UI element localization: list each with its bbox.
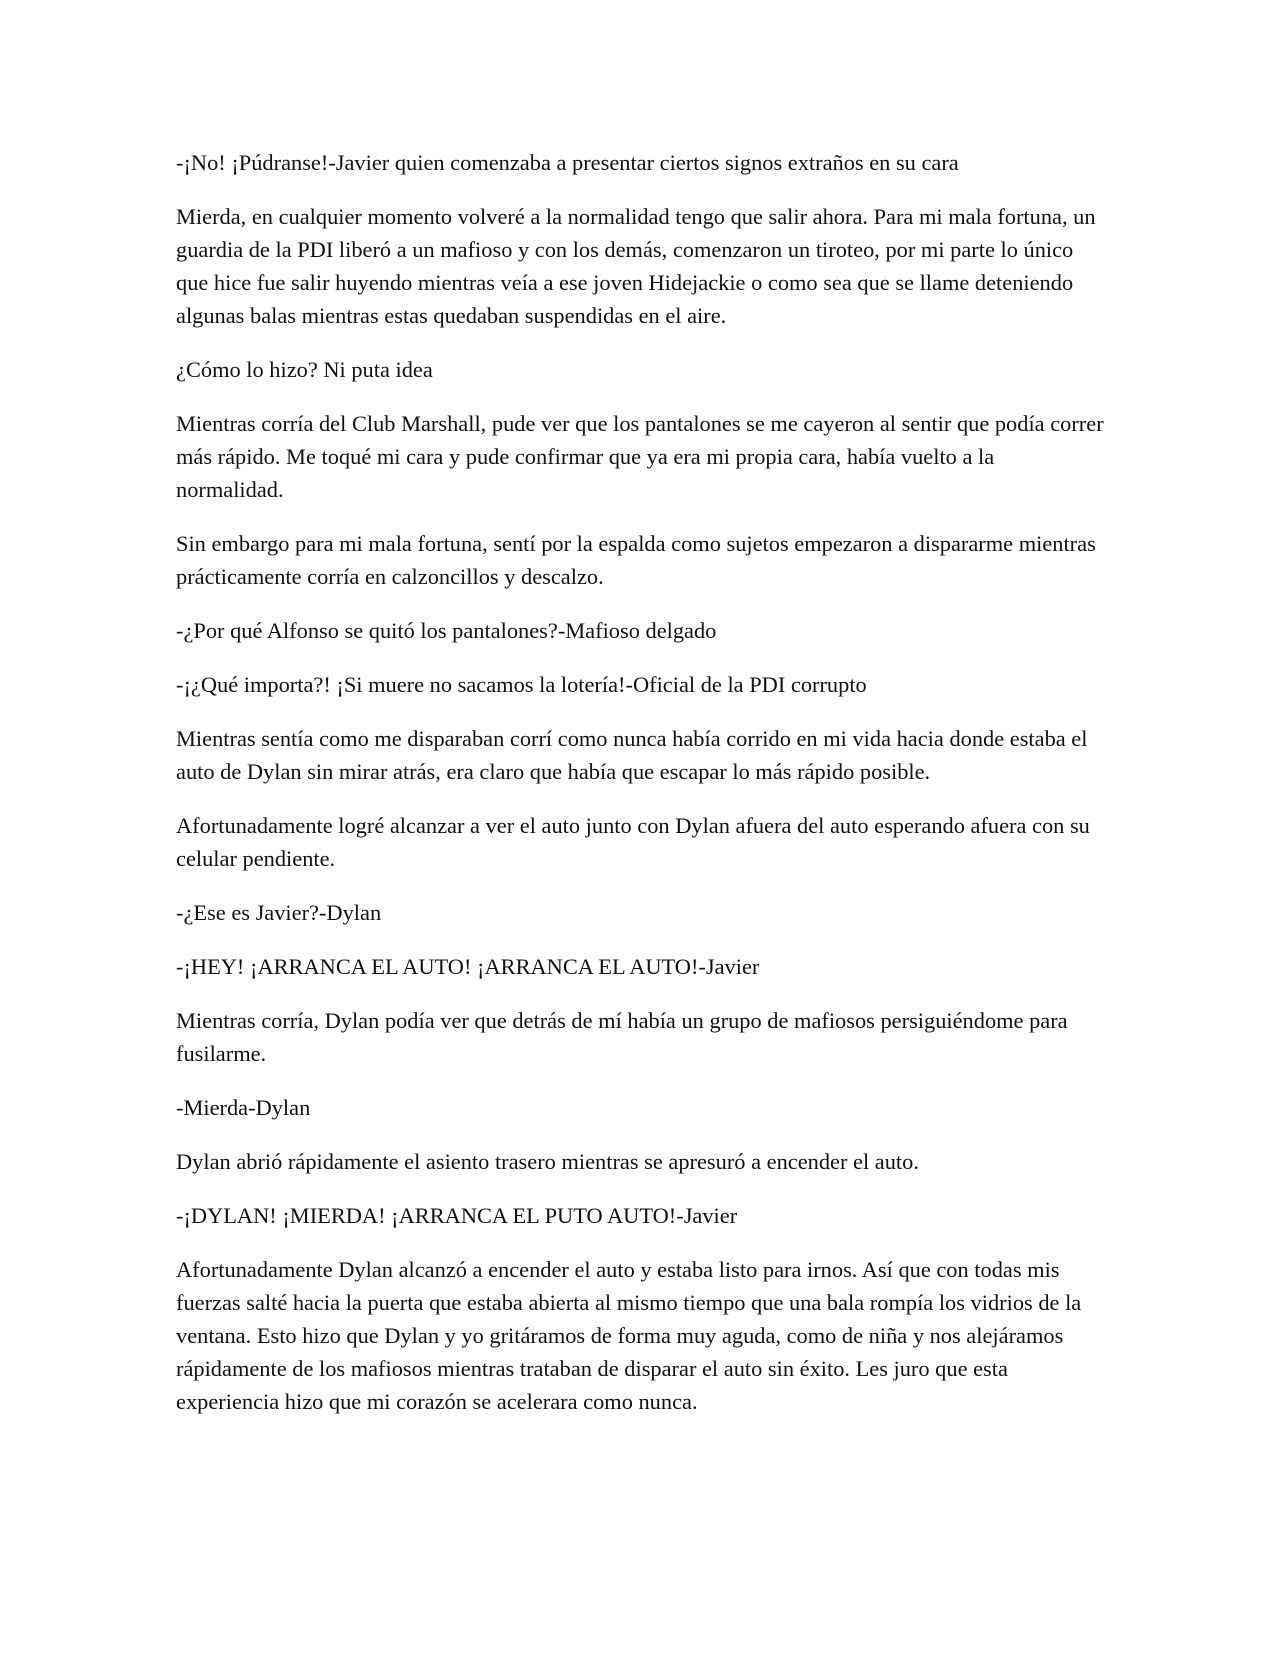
paragraph: -Mierda-Dylan bbox=[176, 1095, 311, 1120]
paragraph: Mientras corría, Dylan podía ver que detrás de mí había un grupo de mafiosos persiguiéndome para fusilarme. bbox=[176, 1008, 1068, 1066]
paragraph: -¡No! ¡Púdranse!-Javier quien comenzaba a presentar ciertos signos extraños en su cara bbox=[176, 150, 959, 175]
paragraph: Afortunadamente logré alcanzar a ver el auto junto con Dylan afuera del auto esperando afuera con su celular pendiente. bbox=[176, 813, 1090, 871]
paragraph: -¿Por qué Alfonso se quitó los pantalones?-Mafioso delgado bbox=[176, 618, 717, 643]
paragraph: Mierda, en cualquier momento volveré a la normalidad tengo que salir ahora. Para mi mala fortuna, un guardia de la PDI liberó a un mafioso y con los demás, comenzaron un tiroteo, por mi parte lo único que hice fue salir huyendo mientras veía a ese joven Hidejackie o como sea que se llame deteniendo algunas balas mientras estas quedaban suspendidas en el aire. bbox=[176, 204, 1096, 328]
paragraph: Sin embargo para mi mala fortuna, sentí por la espalda como sujetos empezaron a dispararme mientras prácticamente corría en calzoncillos y descalzo. bbox=[176, 531, 1096, 589]
paragraph: Afortunadamente Dylan alcanzó a encender el auto y estaba listo para irnos. Así que con todas mis fuerzas salté hacia la puerta que estaba abierta al mismo tiempo que una bala rompía los vidrios de la ventana. Esto hizo que Dylan y yo gritáramos de forma muy aguda, como de niña y nos alejáramos rápidamente de los mafiosos mientras trataban de disparar el auto sin éxito. Les juro que esta experiencia hizo que mi corazón se acelerara como nunca. bbox=[176, 1257, 1082, 1414]
paragraph: ¿Cómo lo hizo? Ni puta idea bbox=[176, 357, 433, 382]
paragraph: Mientras corría del Club Marshall, pude ver que los pantalones se me cayeron al sentir que podía correr más rápido. Me toqué mi cara y pude confirmar que ya era mi propia cara, había vuelto a la normalidad. bbox=[176, 411, 1104, 502]
paragraph: -¿Ese es Javier?-Dylan bbox=[176, 900, 382, 925]
paragraph: -¡HEY! ¡ARRANCA EL AUTO! ¡ARRANCA EL AUTO!-Javier bbox=[176, 954, 760, 979]
paragraph: Dylan abrió rápidamente el asiento trasero mientras se apresuró a encender el auto. bbox=[176, 1149, 919, 1174]
paragraph: -¡¿Qué importa?! ¡Si muere no sacamos la lotería!-Oficial de la PDI corrupto bbox=[176, 672, 867, 697]
paragraph: Mientras sentía como me disparaban corrí como nunca había corrido en mi vida hacia donde estaba el auto de Dylan sin mirar atrás, era claro que había que escapar lo más rápido posible. bbox=[176, 726, 1088, 784]
paragraph: -¡DYLAN! ¡MIERDA! ¡ARRANCA EL PUTO AUTO!-Javier bbox=[176, 1203, 738, 1228]
document-body bbox=[176, 146, 1104, 1439]
